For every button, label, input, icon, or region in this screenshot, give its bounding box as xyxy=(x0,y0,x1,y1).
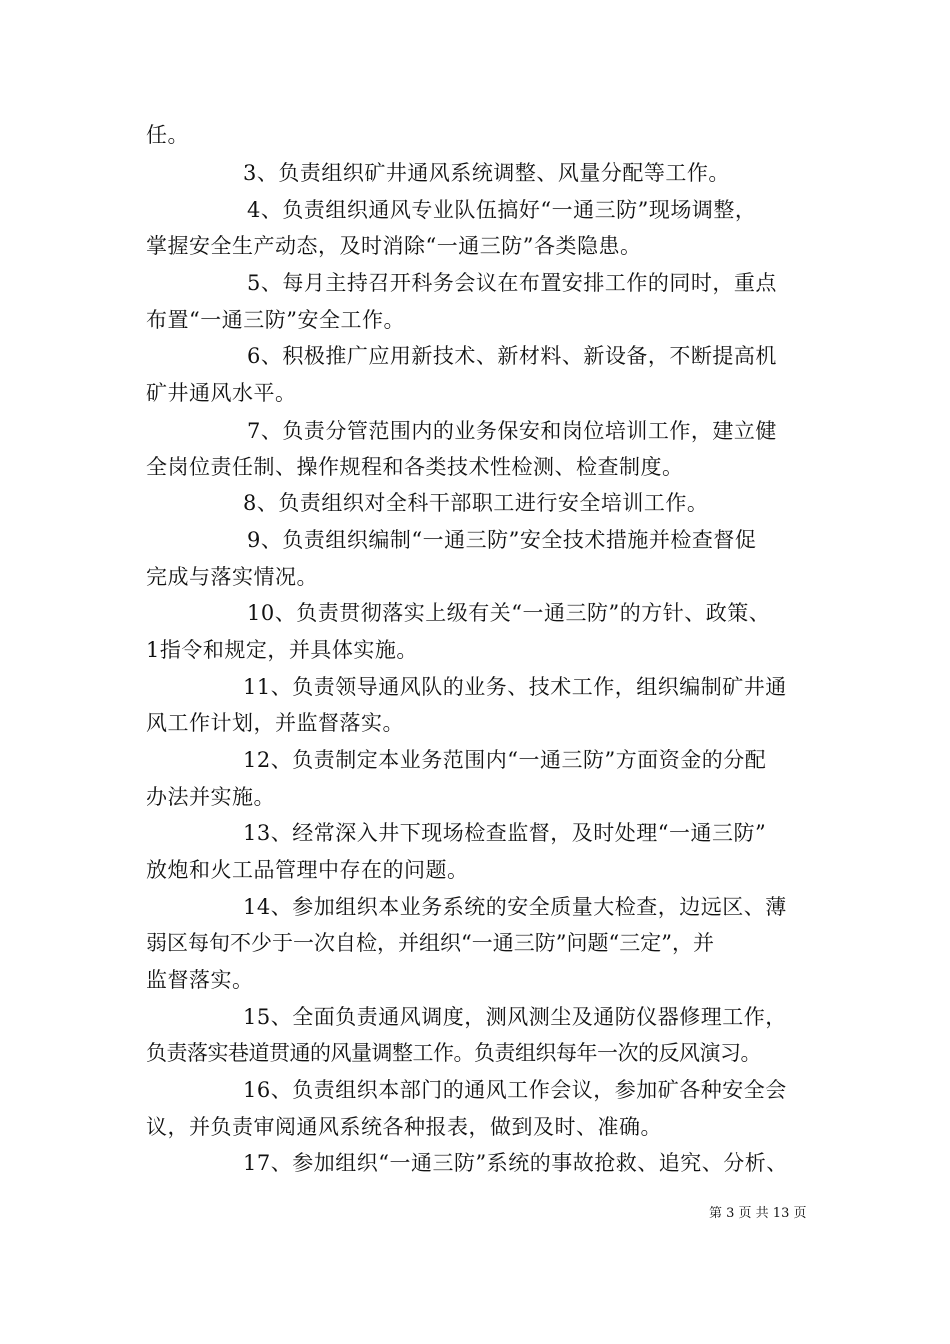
text-line: 风工作计划，并监督落实。 xyxy=(146,711,404,735)
text-line: 10、负责贯彻落实上级有关“一通三防”的方针、政策、 xyxy=(247,601,771,625)
text-line: 全岗位责任制、操作规程和各类技术性检测、检查制度。 xyxy=(146,455,684,479)
text-line: 任。 xyxy=(146,123,189,147)
text-line: 15、全面负责通风调度，测风测尘及通防仪器修理工作， xyxy=(243,1005,787,1029)
text-line: 17、参加组织“一通三防”系统的事故抢救、追究、分析、 xyxy=(243,1151,788,1175)
text-line: 办法并实施。 xyxy=(146,785,275,809)
text-line: 3、负责组织矿井通风系统调整、风量分配等工作。 xyxy=(243,161,730,185)
text-line: 5、每月主持召开科务会议在布置安排工作的同时，重点 xyxy=(247,271,777,295)
text-line: 掌握安全生产动态，及时消除“一通三防”各类隐患。 xyxy=(146,234,642,258)
text-line: 16、负责组织本部门的通风工作会议，参加矿各种安全会 xyxy=(243,1078,787,1102)
text-line: 放炮和火工品管理中存在的问题。 xyxy=(146,858,469,882)
text-line: 11、负责领导通风队的业务、技术工作，组织编制矿井通 xyxy=(243,675,787,699)
text-line: 8、负责组织对全科干部职工进行安全培训工作。 xyxy=(243,491,709,515)
text-line: 负责落实巷道贯通的风量调整工作。负责组织每年一次的反风演习。 xyxy=(146,1041,761,1065)
page-number: 第 3 页 共 13 页 xyxy=(709,1206,807,1221)
text-line: 7、负责分管范围内的业务保安和岗位培训工作，建立健 xyxy=(247,419,777,443)
text-line: 9、负责组织编制“一通三防”安全技术措施并检查督促 xyxy=(247,528,757,552)
text-line: 14、参加组织本业务系统的安全质量大检查，边远区、薄 xyxy=(243,895,787,919)
text-line: 12、负责制定本业务范围内“一通三防”方面资金的分配 xyxy=(243,748,767,772)
text-line: 矿井通风水平。 xyxy=(146,381,297,405)
text-line: 监督落实。 xyxy=(146,968,254,992)
text-line: 完成与落实情况。 xyxy=(146,565,318,589)
text-line: 1指令和规定，并具体实施。 xyxy=(146,638,418,662)
text-line: 弱区每旬不少于一次自检，并组织“一通三防”问题“三定”，并 xyxy=(146,931,714,955)
text-line: 布置“一通三防”安全工作。 xyxy=(146,308,405,332)
text-line: 6、积极推广应用新技术、新材料、新设备，不断提高机 xyxy=(247,344,777,368)
text-line: 议，并负责审阅通风系统各种报表，做到及时、准确。 xyxy=(146,1115,662,1139)
text-line: 13、经常深入井下现场检查监督，及时处理“一通三防” xyxy=(243,821,767,845)
text-line: 4、负责组织通风专业队伍搞好“一通三防”现场调整， xyxy=(247,198,757,222)
